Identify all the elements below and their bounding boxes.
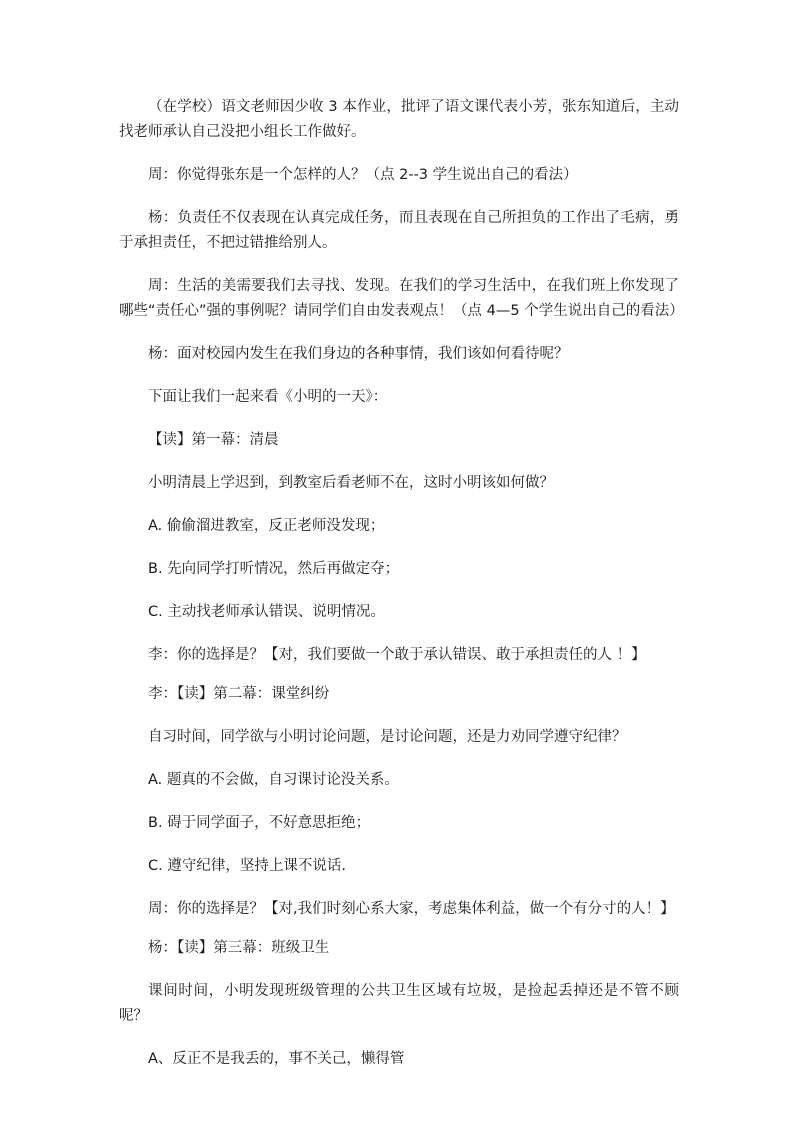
scene-two-option-c: C. 遵守纪律，坚持上课不说话. [148,858,346,874]
scene-three-option-a: A、反正不是我丢的，事不关己，懒得管 [148,1051,405,1067]
paragraph-zhou-discovery: 周：生活的美需要我们去寻找、发现。在我们的学习生活中，在我们班上你发现了哪些“责任心”强的事例呢？请同学们自由发表观点！（点 4—5 个学生说出自己的看法） [119,278,684,319]
paragraph-intro-story: （在学校）语文老师因少收 3 本作业，批评了语文课代表小芳，张东知道后，主动找老师承认自己没把小组长工作做好。 [119,99,679,140]
paragraph-li-choice: 李：你的选择是？【对，我们要做一个敢于承认错误、敢于承担责任的人 ！】 [148,647,646,663]
scene-two-heading: 李：【读】第二幕：课堂纠纷 [148,686,330,702]
scene-one-question: 小明清晨上学迟到，到教室后看老师不在，这时小明该如何做？ [148,475,554,491]
scene-two-question: 自习时间，同学欲与小明讨论问题，是讨论问题，还是力劝同学遵守纪律？ [148,729,627,745]
scene-three-heading: 杨：【读】第三幕：班级卫生 [148,940,330,956]
scene-one-option-c: C. 主动找老师承认错误、说明情况。 [148,604,385,620]
scene-one-option-a: A. 偷偷溜进教室，反正老师没发现； [148,518,385,534]
paragraph-story-intro: 下面让我们一起来看《小明的一天》： [148,389,388,405]
paragraph-yang-responsibility: 杨：负责任不仅表现在认真完成任务，而且表现在自己所担负的工作出了毛病，勇于承担责任，不把过错推给别人。 [119,210,679,251]
scene-three-question: 课间时间，小明发现班级管理的公共卫生区域有垃圾，是捡起丢掉还是不管不顾呢？ [119,983,679,1024]
paragraph-zhou-choice: 周：你的选择是？【对,我们时刻心系大家，考虑集体利益，做一个有分寸的人！】 [148,901,675,917]
paragraph-yang-campus: 杨：面对校园内发生在我们身边的各种事情，我们该如何看待呢？ [148,346,569,362]
scene-two-option-a: A. 题真的不会做，自习课讨论没关系。 [148,772,399,788]
scene-one-heading: 【读】第一幕：清晨 [148,432,279,448]
paragraph-zhou-question: 周：你觉得张东是一个怎样的人？（点 2--3 学生说出自己的看法） [148,167,578,183]
scene-two-option-b: B. 碍于同学面子，不好意思拒绝； [148,815,371,831]
scene-one-option-b: B. 先向同学打听情况，然后再做定夺； [148,561,400,577]
document-page [119,95,684,1090]
